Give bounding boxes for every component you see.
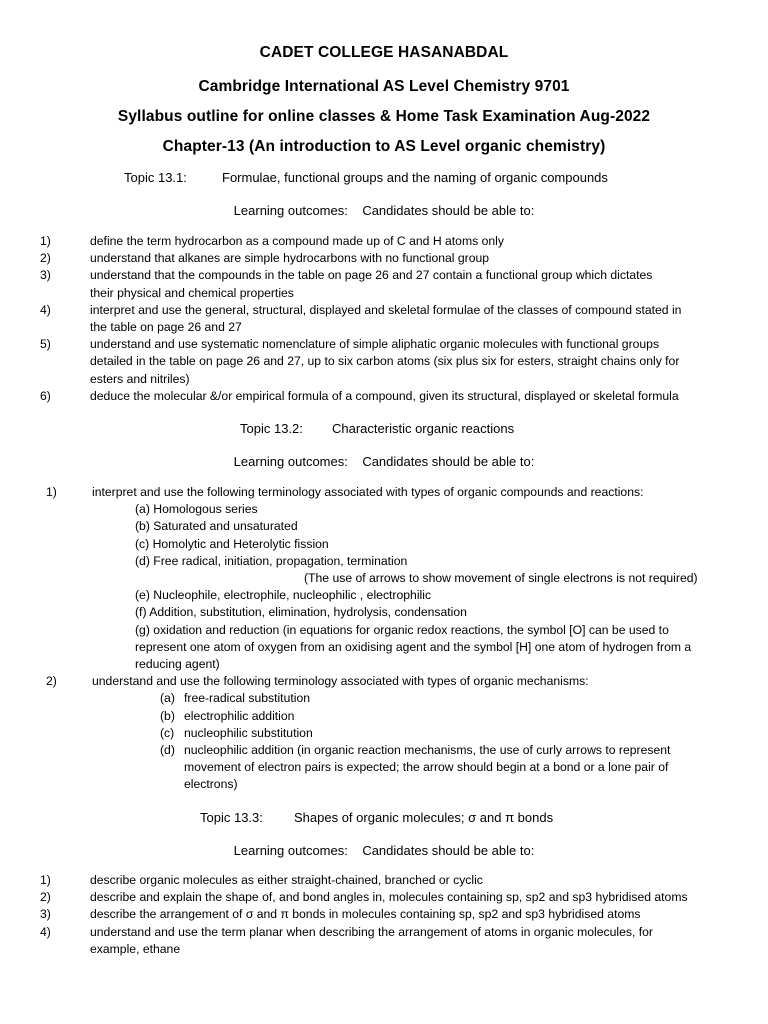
sub-item: (e) Nucleophile, electrophile, nucleophilic , electrophilic [135,588,432,603]
chapter-title: Chapter-13 (An introduction to AS Level organic chemistry) [162,138,606,155]
syllabus-title: Syllabus outline for online classes & Home Task Examination Aug-2022 [117,108,651,125]
topic-13-1-title: Formulae, functional groups and the naming of organic compounds [222,170,608,185]
mechanism-item: (d) nucleophilic addition (in organic reaction mechanisms, the use of curly arrows to represent [160,743,671,758]
list-item: example, ethane [90,941,181,956]
mechanism-item: (a) free-radical substitution [160,691,310,706]
course-title: Cambridge International AS Level Chemistry 9701 [198,78,570,95]
mechanism-item: movement of electron pairs is expected; the arrow should begin at a bond or a lone pair of [184,760,669,775]
list-item: detailed in the table on page 26 and 27, up to six carbon atoms (six plus six for esters, straight chains only for [90,354,680,369]
list-item: 4) understand and use the term planar when describing the arrangement of atoms in organic molecules, for [40,924,653,939]
mechanism-item: (b) electrophilic addition [160,708,295,723]
list-item: esters and nitriles) [90,371,190,386]
lo-text: Candidates should be able to: [362,454,535,469]
sub-item: represent one atom of oxygen from an oxidising agent and the symbol [H] one atom of hydrogen from a [135,639,692,654]
list-item: 1) interpret and use the following terminology associated with types of organic compounds and reactions: [46,485,644,499]
sub-item: (f) Addition, substitution, elimination, hydrolysis, condensation [135,605,467,620]
topic-13-2-list [40,484,740,794]
list-item: 1) describe organic molecules as either straight-chained, branched or cyclic [40,873,483,887]
topic-13-1-list [40,233,740,405]
mechanism-item: (c) nucleophilic substitution [160,725,313,740]
topic-13-3-number: Topic 13.3: [200,810,263,825]
learning-outcomes-3 [0,843,768,858]
list-item: 3) understand that the compounds in the table on page 26 and 27 contain a functional group which dictates [40,268,653,283]
topic-13-3-title: Shapes of organic molecules; σ and π bonds [294,810,554,825]
list-item: their physical and chemical properties [90,285,294,300]
lo-text: Candidates should be able to: [362,843,535,858]
topic-13-2-title: Characteristic organic reactions [332,421,515,436]
list-item: the table on page 26 and 27 [90,320,242,335]
list-item: 3) describe the arrangement of σ and π bonds in molecules containing sp, sp2 and sp3 hybridised atoms [40,907,641,922]
sub-item: (g) oxidation and reduction (in equations for organic redox reactions, the symbol [O] can be used to [135,622,669,637]
sub-item: (c) Homolytic and Heterolytic fission [135,536,329,551]
sub-item: reducing agent) [135,657,220,672]
list-item: 5) understand and use systematic nomenclature of simple aliphatic organic molecules with functional groups [40,337,660,352]
list-item: 6) deduce the molecular &/or empirical formula of a compound, given its structural, displayed or skeletal formula [40,388,679,403]
topic-13-2-number: Topic 13.2: [240,421,303,436]
topic-13-1-number: Topic 13.1: [124,170,187,185]
lo-label: Learning outcomes: [233,454,348,469]
list-item: 2) understand and use the following terminology associated with types of organic mechanisms: [46,674,589,689]
list-item: 2) describe and explain the shape of, and bond angles in, molecules containing sp, sp2 and sp3 hybridised atoms [40,890,688,905]
list-item: 4) interpret and use the general, structural, displayed and skeletal formulae of the classes of compound stated in [40,302,682,317]
list-item: 2) understand that alkanes are simple hydrocarbons with no functional group [40,251,490,266]
learning-outcomes-2 [0,454,768,469]
lo-label: Learning outcomes: [233,843,348,858]
mechanism-item: electrons) [184,777,238,792]
school-title: CADET COLLEGE HASANABDAL [259,44,509,61]
lo-text: Candidates should be able to: [362,203,535,218]
list-item: 1) define the term hydrocarbon as a compound made up of C and H atoms only [40,234,504,248]
topic-13-3-list [40,872,755,958]
learning-outcomes-1 [0,203,768,218]
sub-item: (d) Free radical, initiation, propagation, termination [135,553,408,568]
note-text: (The use of arrows to show movement of single electrons is not required) [304,571,698,586]
lo-label: Learning outcomes: [233,203,348,218]
sub-item: (b) Saturated and unsaturated [135,519,298,534]
sub-item: (a) Homologous series [135,502,258,517]
